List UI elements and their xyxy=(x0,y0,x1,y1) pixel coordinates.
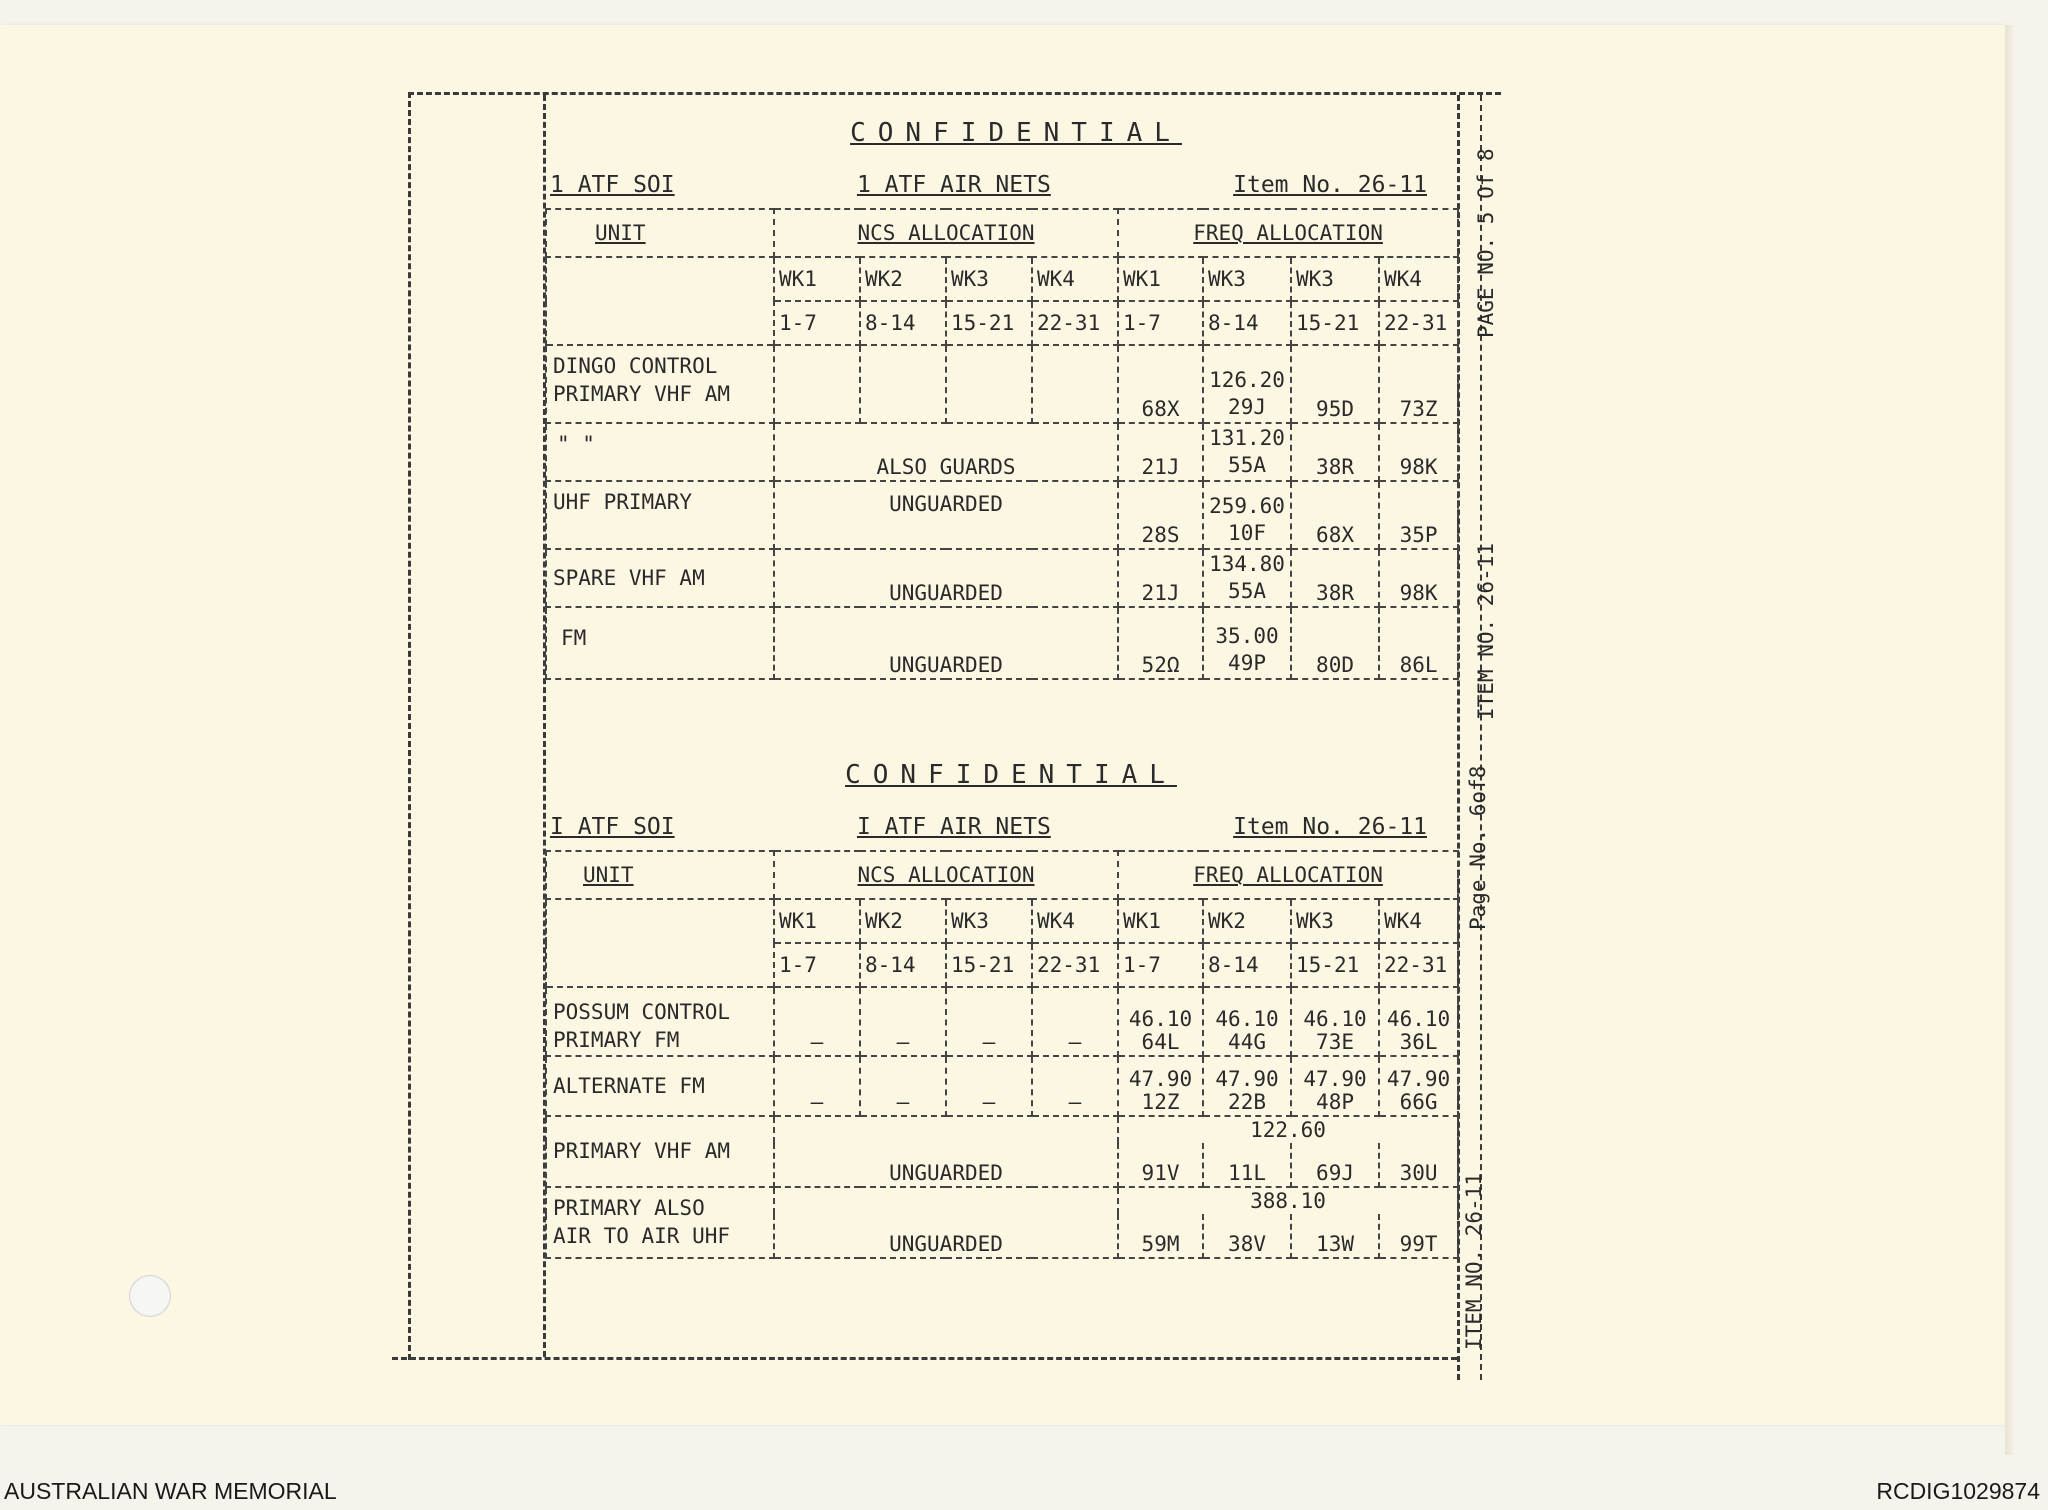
week-label: WK1 xyxy=(774,257,860,301)
freq-code: 28S xyxy=(1118,481,1203,549)
frequency-value: 131.20 xyxy=(1209,426,1285,450)
ncs-note: ALSO GUARDS xyxy=(774,423,1118,481)
day-range: 8-14 xyxy=(1203,943,1291,987)
frequency-value: 388.10 xyxy=(1118,1187,1458,1214)
week-label: WK1 xyxy=(1118,257,1203,301)
freq-code: 68X xyxy=(1291,481,1379,549)
week-label: WK3 xyxy=(1291,257,1379,301)
freq-code: 29J xyxy=(1228,395,1266,419)
allocation-block xyxy=(545,760,1457,1259)
week-label: WK4 xyxy=(1032,257,1118,301)
day-range: 22-31 xyxy=(1379,943,1458,987)
ncs-note: UNGUARDED xyxy=(774,549,1118,607)
freq-code: 66G xyxy=(1399,1090,1438,1114)
freq-cell xyxy=(1203,1056,1291,1116)
freq-code: 21J xyxy=(1118,423,1203,481)
dash-mark: — xyxy=(774,987,860,1056)
ncs-cell xyxy=(860,345,946,423)
freq-code: 99T xyxy=(1379,1214,1458,1258)
dash-mark: — xyxy=(774,1056,860,1116)
dash-mark: — xyxy=(946,1056,1032,1116)
frequency-value: 46.10 xyxy=(1303,1007,1367,1031)
day-range: 15-21 xyxy=(946,301,1032,345)
allocation-block xyxy=(545,118,1457,680)
frequency-value: 46.10 xyxy=(1215,1007,1279,1031)
dash-mark: — xyxy=(860,987,946,1056)
unit-cell: SPARE VHF AM xyxy=(546,549,774,607)
freq-code: 10F xyxy=(1228,521,1266,545)
day-range: 8-14 xyxy=(860,943,946,987)
week-row xyxy=(546,899,1458,943)
week-label: WK1 xyxy=(1118,899,1203,943)
day-range: 1-7 xyxy=(1118,943,1203,987)
freq-code: 12Z xyxy=(1141,1090,1180,1114)
freq-code: 52Ω xyxy=(1118,607,1203,679)
week-label: WK3 xyxy=(946,257,1032,301)
day-range: 15-21 xyxy=(1291,943,1379,987)
unit-cell: " " xyxy=(546,423,774,481)
blank-cell xyxy=(546,257,774,345)
frequency-value: 47.90 xyxy=(1386,1067,1451,1091)
freq-header: FREQ ALLOCATION xyxy=(1118,209,1458,257)
unit-cell: PRIMARY ALSO AIR TO AIR UHF xyxy=(546,1187,774,1258)
week-label: WK2 xyxy=(860,257,946,301)
freq-code: 68X xyxy=(1118,345,1203,423)
ncs-note: UNGUARDED xyxy=(774,481,1118,549)
frequency-value: 35.00 xyxy=(1215,624,1279,648)
week-label: WK4 xyxy=(1379,257,1458,301)
page-edge xyxy=(2005,25,2015,1455)
freq-code: 55A xyxy=(1228,579,1266,603)
day-range: 8-14 xyxy=(860,301,946,345)
table-row xyxy=(546,481,1458,549)
frequency-value: 47.90 xyxy=(1215,1067,1279,1091)
week-label: WK1 xyxy=(774,899,860,943)
table-row xyxy=(546,345,1458,423)
ncs-cell xyxy=(774,345,860,423)
freq-cell xyxy=(1291,1056,1379,1116)
unit-cell: UHF PRIMARY xyxy=(546,481,774,549)
day-range: 8-14 xyxy=(1203,301,1291,345)
table-row-shared-freq xyxy=(546,1187,1458,1214)
freq-code: 36L xyxy=(1399,1030,1438,1054)
archive-credit: AUSTRALIAN WAR MEMORIAL xyxy=(4,1478,337,1504)
freq-code: 38V xyxy=(1203,1214,1291,1258)
freq-wk3-cell xyxy=(1203,549,1291,607)
day-range: 1-7 xyxy=(1118,301,1203,345)
form-bottom-line xyxy=(392,1357,1457,1360)
item-number: Item No. 26-11 xyxy=(1233,172,1427,198)
block-header xyxy=(545,804,1457,850)
week-label: WK2 xyxy=(860,899,946,943)
freq-code: 98K xyxy=(1379,549,1458,607)
freq-cell xyxy=(1291,987,1379,1056)
week-label: WK4 xyxy=(1032,899,1118,943)
day-range: 22-31 xyxy=(1032,301,1118,345)
freq-wk3-cell xyxy=(1203,345,1291,423)
dash-mark: — xyxy=(860,1056,946,1116)
freq-code: 64L xyxy=(1141,1030,1180,1054)
unit-cell: FM xyxy=(546,607,774,679)
soi-label: I ATF SOI xyxy=(550,814,675,840)
classification-title: CONFIDENTIAL xyxy=(845,760,1177,790)
day-range: 15-21 xyxy=(1291,301,1379,345)
side-page-label: Page No. 6of8 xyxy=(1466,765,1490,930)
freq-code: 30U xyxy=(1379,1143,1458,1187)
table-head-row xyxy=(546,851,1458,899)
side-item-label: ITEM NO. 26-11 xyxy=(1474,542,1498,720)
block-header xyxy=(545,162,1457,208)
week-label: WK3 xyxy=(1203,257,1291,301)
frequency-value: 134.80 xyxy=(1209,552,1285,576)
day-range: 1-7 xyxy=(774,943,860,987)
freq-cell xyxy=(1379,987,1458,1056)
unit-cell: PRIMARY VHF AM xyxy=(546,1116,774,1187)
ncs-header: NCS ALLOCATION xyxy=(774,851,1118,899)
item-number: Item No. 26-11 xyxy=(1233,814,1427,840)
freq-code: 38R xyxy=(1291,549,1379,607)
table-row xyxy=(546,987,1458,1056)
ncs-header: NCS ALLOCATION xyxy=(774,209,1118,257)
freq-wk3-cell xyxy=(1203,607,1291,679)
freq-code: 44G xyxy=(1228,1030,1266,1054)
frequency-value: 122.60 xyxy=(1118,1116,1458,1143)
dash-mark: — xyxy=(946,987,1032,1056)
week-label: WK3 xyxy=(1291,899,1379,943)
freq-code: 11L xyxy=(1203,1143,1291,1187)
freq-code: 55A xyxy=(1228,453,1266,477)
freq-header: FREQ ALLOCATION xyxy=(1118,851,1458,899)
freq-code: 38R xyxy=(1291,423,1379,481)
frequency-value: 46.10 xyxy=(1128,1007,1193,1031)
punch-hole xyxy=(129,1275,171,1317)
frequency-value: 47.90 xyxy=(1303,1067,1367,1091)
table-row-shared-freq xyxy=(546,1116,1458,1143)
freq-cell xyxy=(1118,1056,1203,1116)
archive-id: RCDIG1029874 xyxy=(1876,1478,2040,1504)
unit-header: UNIT xyxy=(546,851,774,899)
freq-code: 95D xyxy=(1291,345,1379,423)
day-range: 22-31 xyxy=(1379,301,1458,345)
freq-code: 80D xyxy=(1291,607,1379,679)
unit-cell: DINGO CONTROL PRIMARY VHF AM xyxy=(546,345,774,423)
allocation-table xyxy=(545,850,1459,1259)
side-page-label: PAGE NO. 5 Of 8 xyxy=(1474,148,1498,338)
allocation-table xyxy=(545,208,1459,680)
unit-cell: POSSUM CONTROL PRIMARY FM xyxy=(546,987,774,1056)
nets-label: I ATF AIR NETS xyxy=(856,814,1051,840)
freq-code: 21J xyxy=(1118,549,1203,607)
unit-cell: ALTERNATE FM xyxy=(546,1056,774,1116)
freq-code: 49P xyxy=(1228,651,1266,675)
ncs-note: UNGUARDED xyxy=(774,607,1118,679)
day-range: 22-31 xyxy=(1032,943,1118,987)
ncs-cell xyxy=(1032,345,1118,423)
table-row xyxy=(546,549,1458,607)
ncs-cell xyxy=(946,345,1032,423)
week-label: WK2 xyxy=(1203,899,1291,943)
freq-code: 91V xyxy=(1118,1143,1203,1187)
freq-code: 59M xyxy=(1118,1214,1203,1258)
table-row xyxy=(546,1056,1458,1116)
frequency-value: 47.90 xyxy=(1128,1067,1193,1091)
freq-code: 35P xyxy=(1379,481,1458,549)
nets-label: 1 ATF AIR NETS xyxy=(856,172,1051,198)
table-row xyxy=(546,423,1458,481)
week-label: WK4 xyxy=(1379,899,1458,943)
dash-mark: — xyxy=(1032,1056,1118,1116)
freq-code: 73Z xyxy=(1379,345,1458,423)
table-row xyxy=(546,607,1458,679)
freq-code: 69J xyxy=(1291,1143,1379,1187)
freq-code: 13W xyxy=(1291,1214,1379,1258)
ncs-note: UNGUARDED xyxy=(774,1116,1118,1187)
freq-code: 73E xyxy=(1316,1030,1354,1054)
classification-title: CONFIDENTIAL xyxy=(850,118,1182,148)
blank-cell xyxy=(546,899,774,987)
dash-mark: — xyxy=(1032,987,1118,1056)
freq-cell xyxy=(1379,1056,1458,1116)
table-head-row xyxy=(546,209,1458,257)
freq-code: 98K xyxy=(1379,423,1458,481)
week-row xyxy=(546,257,1458,301)
freq-code: 22B xyxy=(1228,1090,1266,1114)
freq-cell xyxy=(1203,987,1291,1056)
ncs-note: UNGUARDED xyxy=(774,1187,1118,1258)
freq-wk3-cell xyxy=(1203,423,1291,481)
freq-wk3-cell xyxy=(1203,481,1291,549)
day-range: 15-21 xyxy=(946,943,1032,987)
week-label: WK3 xyxy=(946,899,1032,943)
frequency-value: 126.20 xyxy=(1209,368,1285,392)
freq-cell xyxy=(1118,987,1203,1056)
freq-code: 48P xyxy=(1316,1090,1354,1114)
soi-label: 1 ATF SOI xyxy=(550,172,675,198)
frequency-value: 259.60 xyxy=(1209,494,1285,518)
freq-code: 86L xyxy=(1379,607,1458,679)
day-range: 1-7 xyxy=(774,301,860,345)
unit-header: UNIT xyxy=(546,209,774,257)
frequency-value: 46.10 xyxy=(1386,1007,1451,1031)
side-item-label: ITEM NO. 26-11 xyxy=(1462,1172,1486,1350)
